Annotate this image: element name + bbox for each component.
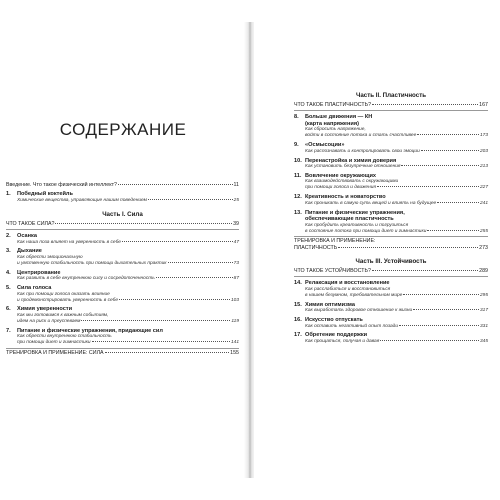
part-2-what-entry: ЧТО ТАКОЕ ПЛАСТИЧНОСТЬ? 167 — [294, 102, 488, 108]
chapter-4: 4. Центрирование Как развить в себе внутреннюю силу и сосредоточенность 87 — [6, 269, 239, 282]
part-3-what-entry: ЧТО ТАКОЕ УСТОЙЧИВОСТЬ? 289 — [294, 268, 488, 275]
chapter-7: 7. Питание и физические упражнения, придающие сил Как обрести внутреннюю стабильность при помощи диет и гимнастики 141 — [6, 327, 239, 346]
part-1-heading: Часть I. Сила — [102, 210, 143, 218]
training-strength-entry: ТРЕНИРОВКА И ПРИМЕНЕНИЕ: СИЛА 155 — [6, 350, 239, 357]
chapter-2: 2. Осанка Как наша поза влияет на уверенность в себе 47 — [6, 233, 239, 245]
chapter-15: 15. Химия оптимизма Как выработать здоровое отношение к жизни 317 — [294, 301, 488, 314]
chapter-16: 16. Искусство отпускать Как оставить негативный опыт позади 331 — [294, 317, 488, 329]
chapter-11: 11. Вовлечение окружающих Как взаимодействовать с окружающими при помощи голоса и движения 227 — [294, 172, 488, 191]
intro-entry: Введение. Что такое физический интеллект? 11 — [6, 182, 239, 188]
chapter-12: 12. Креативность и новаторство Как проникать в самую суть вещей и влиять на будущее 241 — [294, 194, 488, 206]
chapter-13: 13. Питание и физические упражнения, обеспечивающие пластичность Как пробудить креативность и погрузиться в состояние потока при помощи диет и гимнастики 255 — [294, 209, 488, 234]
part-2-heading: Часть II. Пластичность — [355, 92, 427, 99]
training-plasticity-entry: ПЛАСТИЧНОСТЬ 273 — [294, 244, 488, 251]
chapter-9: 9. «Осмысоции» Как распознавать и контролировать свои эмоции 203 — [294, 142, 488, 154]
part-1-what-entry: ЧТО ТАКОЕ СИЛА? 39 — [6, 220, 239, 227]
chapter-10: 10. Перенастройка и химия доверия Как установить безупречные отношения 213 — [294, 157, 488, 170]
chapter-14: 14. Релаксация и восстановление Как расслабиться и восстановиться в нашем безумном, требовательном мире 295 — [294, 280, 488, 298]
right-page — [254, 22, 500, 478]
left-page — [0, 22, 246, 478]
training-plasticity-line1: ТРЕНИРОВКА И ПРИМЕНЕНИЕ: — [294, 238, 376, 245]
right-toc — [294, 92, 488, 345]
chapter-6: 6. Химия уверенности Как мы готовимся к важным событиям, идем на риск и преуспеваем 119 — [6, 306, 239, 324]
chapter-8: 8. Больше движения — КН (карта напряжения) Как сбросить напряжение, войти в состояние потока и стать счастливее 173 — [294, 114, 488, 139]
left-toc — [6, 182, 239, 356]
chapter-1: 1. Победный коктейль Химические вещества, управляющие нашим поведением 25 — [6, 191, 239, 203]
part-3-heading: Часть III. Устойчивость — [355, 258, 427, 266]
toc-title: СОДЕРЖАНИЕ — [59, 120, 187, 139]
chapter-5: 5. Сила голоса Как при помощи голоса оказать влияние и продемонстрировать уверенность в себе 103 — [6, 285, 239, 303]
chapter-17: 17. Обретение поддержки Как прощаться, получая и давая 345 — [294, 332, 488, 344]
chapter-3: 3. Дыхание Как обрести эмоциональную и умственную стабильность при помощи дыхательных практик 73 — [6, 248, 239, 266]
